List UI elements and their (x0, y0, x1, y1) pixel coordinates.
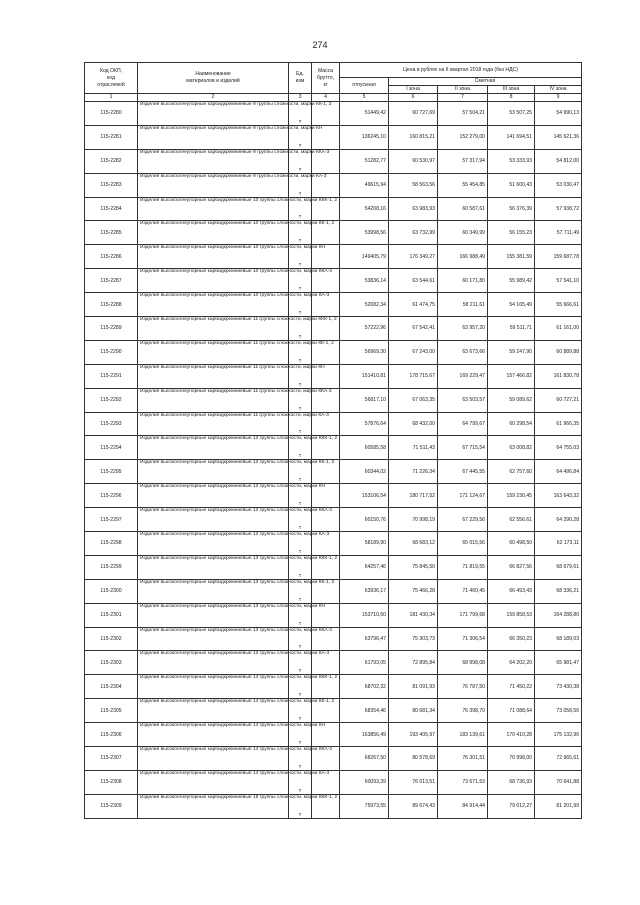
row-unit: т (289, 603, 312, 627)
price-table (84, 62, 582, 819)
row-zone2-price: 55 454,85 (438, 173, 488, 197)
row-name: Изделия высокоогнеупорные карбидкремниевые 13 группы сложности, марки ККК-1, 2 (138, 555, 289, 579)
row-name: Изделия высокоогнеупорные карбидкремниевые 15 группы сложности, марки ККК-1, 2 (138, 794, 289, 818)
row-code: 115-2284 (85, 197, 138, 221)
row-zone4-price: 68 679,61 (535, 555, 582, 579)
row-code: 115-2294 (85, 436, 138, 460)
table-row (85, 555, 582, 579)
row-name: Изделия высокоогнеупорные карбидкремниевые 9 группы сложности, марки КА-3 (138, 173, 289, 197)
row-zone2-price: 60 587,61 (438, 197, 488, 221)
row-unit: т (289, 364, 312, 388)
row-name: Изделия высокоогнеупорные карбидкремниевые 13 группы сложности, марки КА-3 (138, 651, 289, 675)
row-code: 115-2282 (85, 149, 138, 173)
table-row (85, 412, 582, 436)
row-code: 115-2299 (85, 555, 138, 579)
row-zone2-price: 76 787,50 (438, 675, 488, 699)
table-row (85, 149, 582, 173)
row-zone1-price: 68 683,12 (389, 532, 438, 556)
row-base-price: 153710,50 (340, 603, 389, 627)
row-zone4-price: 53 030,47 (535, 173, 582, 197)
row-zone4-price: 57 938,72 (535, 197, 582, 221)
row-zone1-price: 160 815,21 (389, 125, 438, 149)
row-zone1-price: 71 226,34 (389, 460, 438, 484)
col-number: 3 (289, 94, 312, 102)
row-zone3-price: 68 736,93 (488, 770, 535, 794)
row-zone1-price: 58 563,56 (389, 173, 438, 197)
row-zone3-price: 157 466,82 (488, 364, 535, 388)
row-zone1-price: 70 998,19 (389, 508, 438, 532)
row-code: 115-2293 (85, 412, 138, 436)
row-name: Изделия высокоогнеупорные карбидкремниевые 10 группы сложности, марки КН (138, 245, 289, 269)
row-unit: т (289, 173, 312, 197)
table-row (85, 173, 582, 197)
row-code: 115-2287 (85, 269, 138, 293)
row-zone4-price: 64 290,28 (535, 508, 582, 532)
row-base-price: 163856,49 (340, 723, 389, 747)
page-number: 274 (312, 40, 328, 50)
row-zone2-price: 57 504,21 (438, 102, 488, 126)
row-base-price: 63936,17 (340, 579, 389, 603)
row-zone4-price: 60 889,88 (535, 340, 582, 364)
row-base-price: 68702,32 (340, 675, 389, 699)
row-zone1-price: 67 063,35 (389, 388, 438, 412)
row-name: Изделия высокоогнеупорные карбидкремниевые 10 группы сложности, марки КК-1, 2 (138, 221, 289, 245)
row-name: Изделия высокоогнеупорные карбидкремниевые 12 группы сложности, марки КК-1, 2 (138, 460, 289, 484)
row-zone3-price: 60 298,54 (488, 412, 535, 436)
row-name: Изделия высокоогнеупорные карбидкремниевые 14 группы сложности, марки КК-1, 2 (138, 699, 289, 723)
row-zone2-price: 73 671,53 (438, 770, 488, 794)
row-zone2-price: 64 799,67 (438, 412, 488, 436)
row-zone2-price: 63 673,66 (438, 340, 488, 364)
row-zone3-price: 159 230,45 (488, 484, 535, 508)
row-base-price: 60093,39 (340, 770, 389, 794)
row-base-price: 63796,47 (340, 627, 389, 651)
row-zone3-price: 79 012,27 (488, 794, 535, 818)
row-zone3-price: 59 089,62 (488, 388, 535, 412)
table-row (85, 770, 582, 794)
row-code: 115-2281 (85, 125, 138, 149)
row-code: 115-2308 (85, 770, 138, 794)
table-row (85, 651, 582, 675)
row-name: Изделия высокоогнеупорные карбидкремниевые 13 группы сложности, марки КК-1, 2 (138, 579, 289, 603)
row-zone4-price: 161 830,78 (535, 364, 582, 388)
row-name: Изделия высокоогнеупорные карбидкремниевые 12 группы сложности, марки ККК-1, 2 (138, 436, 289, 460)
row-zone2-price: 67 229,56 (438, 508, 488, 532)
row-base-price: 60150,76 (340, 508, 389, 532)
col-number: 1 (85, 94, 138, 102)
row-zone3-price: 53 333,93 (488, 149, 535, 173)
row-base-price: 53998,56 (340, 221, 389, 245)
row-code: 115-2305 (85, 699, 138, 723)
table-row (85, 221, 582, 245)
row-base-price: 60585,58 (340, 436, 389, 460)
header-unit: Ед. изм (289, 63, 312, 94)
row-name: Изделия высокоогнеупорные карбидкремниевые 11 группы сложности, марки КА-3 (138, 412, 289, 436)
row-code: 115-2283 (85, 173, 138, 197)
table-row (85, 340, 582, 364)
row-name: Изделия высокоогнеупорные карбидкремниевые 11 группы сложности, марки КК-1, 2 (138, 340, 289, 364)
header-zone3: III зона (488, 86, 535, 94)
row-name: Изделия высокоогнеупорные карбидкремниевые 10 группы сложности, марки КА-3 (138, 293, 289, 317)
row-zone4-price: 164 288,80 (535, 603, 582, 627)
row-code: 115-2285 (85, 221, 138, 245)
column-number-row (85, 94, 582, 102)
row-zone4-price: 54 990,13 (535, 102, 582, 126)
row-zone2-price: 60 171,80 (438, 269, 488, 293)
row-base-price: 51449,42 (340, 102, 389, 126)
row-zone4-price: 54 812,00 (535, 149, 582, 173)
row-zone3-price: 56 155,23 (488, 221, 535, 245)
row-base-price: 57222,96 (340, 317, 389, 341)
row-zone3-price: 56 376,39 (488, 197, 535, 221)
row-unit: т (289, 794, 312, 818)
table-row (85, 460, 582, 484)
row-base-price: 56817,10 (340, 388, 389, 412)
row-zone2-price: 63 503,57 (438, 388, 488, 412)
row-zone3-price: 71 088,64 (488, 699, 535, 723)
row-zone4-price: 61 161,00 (535, 317, 582, 341)
row-zone4-price: 145 621,36 (535, 125, 582, 149)
row-zone2-price: 68 998,08 (438, 651, 488, 675)
row-zone4-price: 65 981,47 (535, 651, 582, 675)
col-number: 5 (340, 94, 389, 102)
table-row (85, 532, 582, 556)
col-number: 4 (312, 94, 340, 102)
table-row (85, 675, 582, 699)
row-zone4-price: 64 496,84 (535, 460, 582, 484)
row-zone4-price: 175 132,96 (535, 723, 582, 747)
table-row (85, 508, 582, 532)
row-code: 115-2292 (85, 388, 138, 412)
table-row (85, 484, 582, 508)
row-zone1-price: 180 717,52 (389, 484, 438, 508)
row-zone2-price: 57 317,94 (438, 149, 488, 173)
header-zone2: II зона (438, 86, 488, 94)
col-number: 7 (438, 94, 488, 102)
table-row (85, 317, 582, 341)
row-zone2-price: 71 306,54 (438, 627, 488, 651)
row-base-price: 149405,79 (340, 245, 389, 269)
header-delivered: Сметная (389, 78, 582, 86)
table-row (85, 627, 582, 651)
row-zone2-price: 171 124,67 (438, 484, 488, 508)
row-unit: т (289, 125, 312, 149)
row-unit: т (289, 627, 312, 651)
row-zone2-price: 84 914,44 (438, 794, 488, 818)
col-number: 9 (535, 94, 582, 102)
row-code: 115-2289 (85, 317, 138, 341)
table-row (85, 245, 582, 269)
row-zone3-price: 59 511,71 (488, 317, 535, 341)
row-base-price: 60344,02 (340, 460, 389, 484)
row-zone2-price: 169 229,47 (438, 364, 488, 388)
row-zone1-price: 60 530,97 (389, 149, 438, 173)
row-zone4-price: 64 755,03 (535, 436, 582, 460)
row-zone1-price: 75 466,28 (389, 579, 438, 603)
row-zone3-price: 159 858,53 (488, 603, 535, 627)
row-zone2-price: 183 139,61 (438, 723, 488, 747)
row-zone3-price: 71 450,22 (488, 675, 535, 699)
row-code: 115-2286 (85, 245, 138, 269)
row-zone1-price: 80 578,69 (389, 747, 438, 771)
row-zone3-price: 53 507,25 (488, 102, 535, 126)
header-zone4: IV зона (535, 86, 582, 94)
row-zone4-price: 70 641,88 (535, 770, 582, 794)
row-unit: т (289, 269, 312, 293)
row-unit: т (289, 197, 312, 221)
row-name: Изделия высокоогнеупорные карбидкремниевые 11 группы сложности, марки ККК-1, 2 (138, 317, 289, 341)
row-name: Изделия высокоогнеупорные карбидкремниевые 12 группы сложности, марки КА-3 (138, 532, 289, 556)
row-zone2-price: 67 715,54 (438, 436, 488, 460)
row-code: 115-2303 (85, 651, 138, 675)
row-name: Изделия высокоогнеупорные карбидкремниевые 14 группы сложности, марки КН (138, 723, 289, 747)
row-zone3-price: 51 600,43 (488, 173, 535, 197)
row-zone1-price: 63 544,61 (389, 269, 438, 293)
row-zone1-price: 71 511,43 (389, 436, 438, 460)
row-base-price: 57876,64 (340, 412, 389, 436)
row-zone2-price: 71 819,55 (438, 555, 488, 579)
row-name: Изделия высокоогнеупорные карбидкремниевые 12 группы сложности, марки ККА-3 (138, 508, 289, 532)
row-name: Изделия высокоогнеупорные карбидкремниевые 9 группы сложности, марки КН (138, 125, 289, 149)
table-row (85, 293, 582, 317)
row-zone4-price: 73 430,38 (535, 675, 582, 699)
table-row (85, 579, 582, 603)
row-unit: т (289, 555, 312, 579)
row-code: 115-2309 (85, 794, 138, 818)
row-unit: т (289, 245, 312, 269)
row-base-price: 68354,46 (340, 699, 389, 723)
table-row (85, 436, 582, 460)
col-number: 8 (488, 94, 535, 102)
row-zone4-price: 61 966,35 (535, 412, 582, 436)
row-name: Изделия высокоогнеупорные карбидкремниевые 14 группы сложности, марки ККК-1, 2 (138, 675, 289, 699)
row-zone3-price: 62 757,60 (488, 460, 535, 484)
header-mass: Масса брутто, кг (312, 63, 340, 94)
table-row (85, 125, 582, 149)
row-zone3-price: 59 247,90 (488, 340, 535, 364)
row-base-price: 54208,16 (340, 197, 389, 221)
row-code: 115-2304 (85, 675, 138, 699)
row-zone1-price: 67 243,00 (389, 340, 438, 364)
row-zone1-price: 80 681,34 (389, 699, 438, 723)
row-zone2-price: 166 988,49 (438, 245, 488, 269)
row-base-price: 58189,90 (340, 532, 389, 556)
row-name: Изделия высокоогнеупорные карбидкремниевые 9 группы сложности, марки КК-1, 2 (138, 102, 289, 126)
row-unit: т (289, 723, 312, 747)
row-zone1-price: 61 474,75 (389, 293, 438, 317)
header-zone1: I зона (389, 86, 438, 94)
row-base-price: 136245,10 (340, 125, 389, 149)
row-name: Изделия высокоогнеупорные карбидкремниевые 13 группы сложности, марки ККА-3 (138, 627, 289, 651)
row-zone3-price: 60 498,50 (488, 532, 535, 556)
table-row (85, 388, 582, 412)
row-unit: т (289, 388, 312, 412)
row-name: Изделия высокоогнеупорные карбидкремниевые 13 группы сложности, марки КН (138, 603, 289, 627)
row-code: 115-2288 (85, 293, 138, 317)
row-unit: т (289, 412, 312, 436)
row-code: 115-2280 (85, 102, 138, 126)
row-zone4-price: 68 189,03 (535, 627, 582, 651)
row-code: 115-2290 (85, 340, 138, 364)
row-zone2-price: 60 349,99 (438, 221, 488, 245)
row-unit: т (289, 149, 312, 173)
col-number: 2 (138, 94, 289, 102)
row-code: 115-2301 (85, 603, 138, 627)
table-row (85, 603, 582, 627)
table-row (85, 723, 582, 747)
table-row (85, 269, 582, 293)
row-zone4-price: 159 687,78 (535, 245, 582, 269)
row-zone4-price: 68 336,21 (535, 579, 582, 603)
row-zone1-price: 76 013,51 (389, 770, 438, 794)
row-zone2-price: 152 279,00 (438, 125, 488, 149)
row-unit: т (289, 460, 312, 484)
row-zone1-price: 67 542,41 (389, 317, 438, 341)
row-zone4-price: 73 058,56 (535, 699, 582, 723)
row-unit: т (289, 102, 312, 126)
row-zone1-price: 178 715,67 (389, 364, 438, 388)
row-zone1-price: 63 732,99 (389, 221, 438, 245)
row-unit: т (289, 340, 312, 364)
row-zone3-price: 66 350,23 (488, 627, 535, 651)
row-zone2-price: 76 398,70 (438, 699, 488, 723)
row-base-price: 53836,14 (340, 269, 389, 293)
row-zone4-price: 60 727,21 (535, 388, 582, 412)
row-zone1-price: 89 674,43 (389, 794, 438, 818)
row-zone4-price: 62 173,11 (535, 532, 582, 556)
row-zone4-price: 55 666,61 (535, 293, 582, 317)
row-zone4-price: 72 965,61 (535, 747, 582, 771)
row-name: Изделия высокоогнеупорные карбидкремниевые 14 группы сложности, марки КА-3 (138, 770, 289, 794)
row-zone4-price: 57 711,49 (535, 221, 582, 245)
header-code: Код ОКП, код отраслевой (85, 63, 138, 94)
row-code: 115-2298 (85, 532, 138, 556)
row-unit: т (289, 317, 312, 341)
row-base-price: 56969,30 (340, 340, 389, 364)
row-zone2-price: 63 957,20 (438, 317, 488, 341)
row-zone3-price: 70 998,00 (488, 747, 535, 771)
table-body (85, 102, 582, 819)
col-number: 6 (389, 94, 438, 102)
row-zone1-price: 181 430,34 (389, 603, 438, 627)
row-zone1-price: 81 091,93 (389, 675, 438, 699)
row-name: Изделия высокоогнеупорные карбидкремниевые 11 группы сложности, марки КН (138, 364, 289, 388)
row-zone3-price: 66 493,43 (488, 579, 535, 603)
row-unit: т (289, 221, 312, 245)
row-zone1-price: 72 895,84 (389, 651, 438, 675)
row-unit: т (289, 770, 312, 794)
header-base-price: отпускная (340, 78, 389, 94)
row-base-price: 151410,81 (340, 364, 389, 388)
row-name: Изделия высокоогнеупорные карбидкремниевые 9 группы сложности, марки ККА-3 (138, 149, 289, 173)
row-unit: т (289, 293, 312, 317)
row-zone3-price: 63 008,82 (488, 436, 535, 460)
row-zone2-price: 65 015,56 (438, 532, 488, 556)
table-row (85, 102, 582, 126)
row-zone1-price: 193 405,97 (389, 723, 438, 747)
table-row (85, 747, 582, 771)
row-base-price: 153106,54 (340, 484, 389, 508)
row-zone1-price: 75 845,50 (389, 555, 438, 579)
row-unit: т (289, 699, 312, 723)
row-base-price: 49615,94 (340, 173, 389, 197)
row-code: 115-2302 (85, 627, 138, 651)
row-name: Изделия высокоогнеупорные карбидкремниевые 12 группы сложности, марки КН (138, 484, 289, 508)
row-zone1-price: 63 983,93 (389, 197, 438, 221)
row-zone3-price: 54 165,49 (488, 293, 535, 317)
row-unit: т (289, 747, 312, 771)
row-zone2-price: 58 211,61 (438, 293, 488, 317)
row-unit: т (289, 675, 312, 699)
row-zone2-price: 67 445,55 (438, 460, 488, 484)
row-zone1-price: 176 349,27 (389, 245, 438, 269)
row-base-price: 51282,77 (340, 149, 389, 173)
row-base-price: 61793,05 (340, 651, 389, 675)
row-zone4-price: 163 643,32 (535, 484, 582, 508)
row-zone1-price: 75 303,73 (389, 627, 438, 651)
row-base-price: 75973,55 (340, 794, 389, 818)
row-zone3-price: 64 202,20 (488, 651, 535, 675)
row-code: 115-2306 (85, 723, 138, 747)
row-code: 115-2297 (85, 508, 138, 532)
table-row (85, 197, 582, 221)
row-zone3-price: 155 381,59 (488, 245, 535, 269)
row-zone2-price: 71 460,45 (438, 579, 488, 603)
header-price-title: Цена в рублях на II квартал 2018 года (без НДС) (340, 63, 582, 78)
row-zone1-price: 60 727,69 (389, 102, 438, 126)
row-name: Изделия высокоогнеупорные карбидкремниевые 10 группы сложности, марки ККА-3 (138, 269, 289, 293)
row-base-price: 68267,50 (340, 747, 389, 771)
row-zone3-price: 55 989,42 (488, 269, 535, 293)
row-unit: т (289, 436, 312, 460)
row-zone3-price: 62 556,61 (488, 508, 535, 532)
row-unit: т (289, 532, 312, 556)
row-zone3-price: 66 827,56 (488, 555, 535, 579)
row-name: Изделия высокоогнеупорные карбидкремниевые 14 группы сложности, марки ККА-3 (138, 747, 289, 771)
header-name: Наименование материалов и изделий (138, 63, 289, 94)
row-code: 115-2307 (85, 747, 138, 771)
row-unit: т (289, 579, 312, 603)
row-zone1-price: 68 432,00 (389, 412, 438, 436)
table-row (85, 364, 582, 388)
row-code: 115-2295 (85, 460, 138, 484)
row-zone2-price: 76 301,51 (438, 747, 488, 771)
row-base-price: 52082,34 (340, 293, 389, 317)
table-row (85, 699, 582, 723)
table-row (85, 794, 582, 818)
row-zone3-price: 141 694,51 (488, 125, 535, 149)
row-code: 115-2300 (85, 579, 138, 603)
row-zone3-price: 170 410,28 (488, 723, 535, 747)
row-base-price: 64257,46 (340, 555, 389, 579)
row-unit: т (289, 484, 312, 508)
row-zone2-price: 171 799,68 (438, 603, 488, 627)
row-code: 115-2291 (85, 364, 138, 388)
row-zone4-price: 57 541,10 (535, 269, 582, 293)
row-unit: т (289, 651, 312, 675)
row-zone4-price: 81 201,99 (535, 794, 582, 818)
row-code: 115-2296 (85, 484, 138, 508)
row-unit: т (289, 508, 312, 532)
row-name: Изделия высокоогнеупорные карбидкремниевые 10 группы сложности, марки ККК-1, 2 (138, 197, 289, 221)
row-name: Изделия высокоогнеупорные карбидкремниевые 11 группы сложности, марки ККА-3 (138, 388, 289, 412)
